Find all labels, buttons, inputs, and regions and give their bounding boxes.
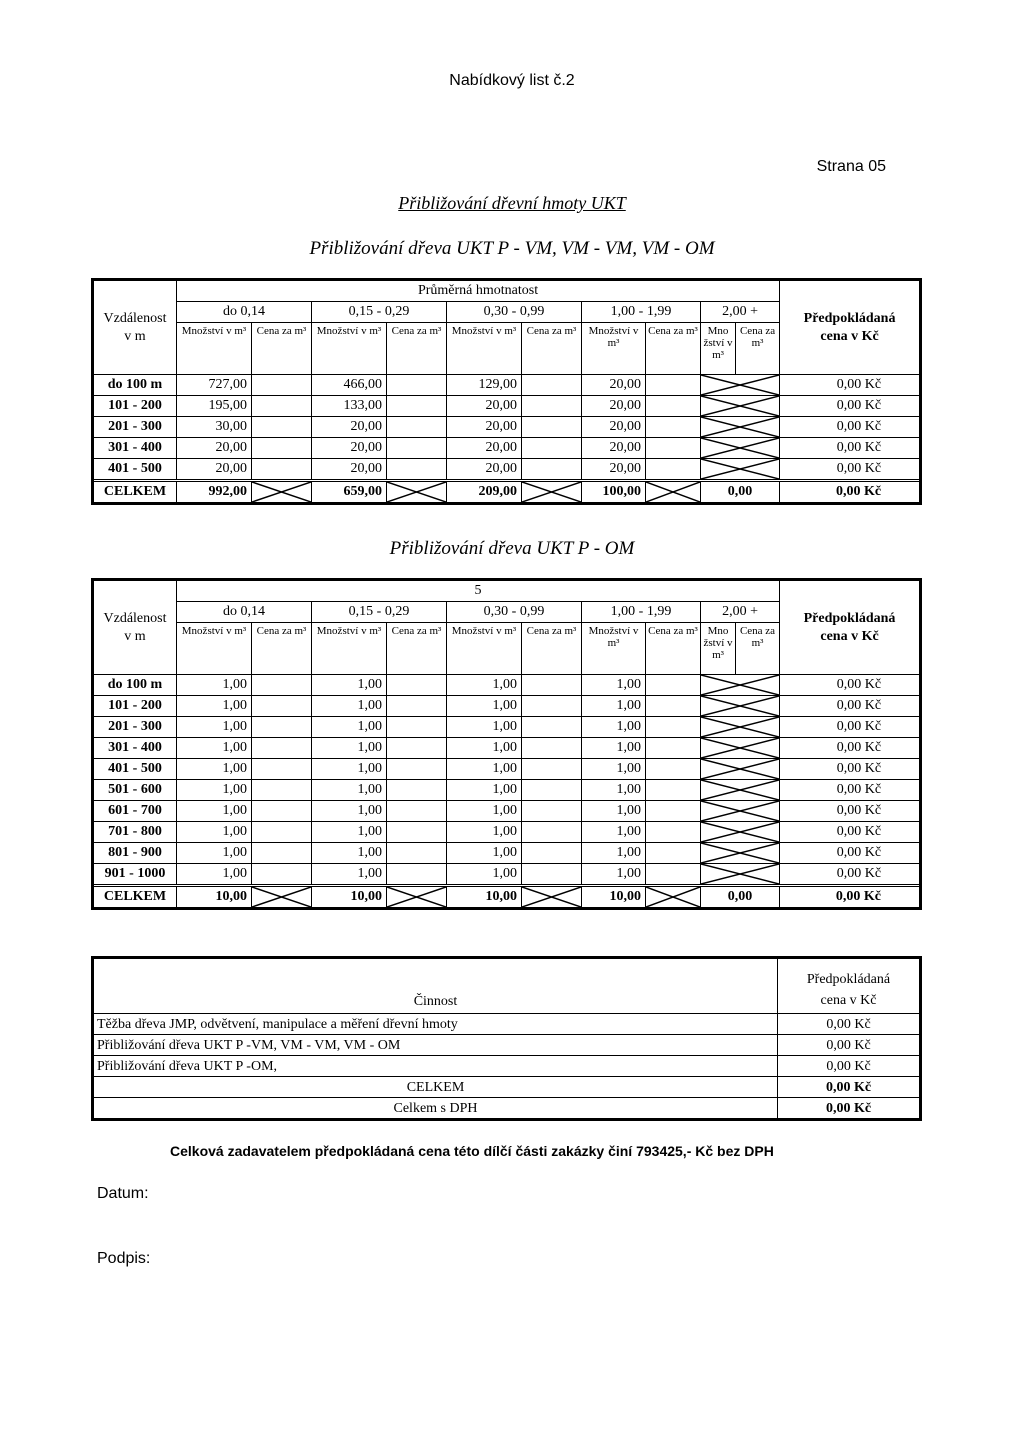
price-cell bbox=[387, 438, 447, 459]
qty-range-4: 1,00 bbox=[582, 801, 646, 822]
cross-out-icon bbox=[701, 717, 779, 737]
qty-range-4: 1,00 bbox=[582, 864, 646, 886]
cross-out-icon bbox=[252, 887, 311, 907]
date-label: Datum: bbox=[97, 1185, 149, 1202]
qty-range-3: 1,00 bbox=[447, 822, 522, 843]
price-cell bbox=[387, 396, 447, 417]
price-cell bbox=[522, 375, 582, 396]
row-distance: 901 - 1000 bbox=[94, 864, 177, 886]
price-cell bbox=[387, 843, 447, 864]
row-price: 0,00 Kč bbox=[780, 759, 920, 780]
price-cell bbox=[252, 843, 312, 864]
activity-price: 0,00 Kč bbox=[778, 1056, 920, 1077]
qty-range-1: 1,00 bbox=[177, 675, 252, 696]
cross-out-icon bbox=[701, 417, 779, 437]
cross-out-icon bbox=[387, 887, 446, 907]
qty-range-1: 1,00 bbox=[177, 822, 252, 843]
price-cell bbox=[522, 759, 582, 780]
qty-range-3: 1,00 bbox=[447, 780, 522, 801]
qty-range-4: 1,00 bbox=[582, 843, 646, 864]
price-cell bbox=[522, 717, 582, 738]
cross-out-icon bbox=[522, 482, 581, 502]
price-cell bbox=[646, 438, 701, 459]
qty-range-2: 466,00 bbox=[312, 375, 387, 396]
price-cell bbox=[252, 675, 312, 696]
table-hauling-vm-om bbox=[93, 280, 920, 503]
qty-range-1: 1,00 bbox=[177, 696, 252, 717]
price-cell bbox=[522, 864, 582, 886]
crossed-cell bbox=[252, 481, 312, 503]
qty-range-2: 20,00 bbox=[312, 459, 387, 481]
sub-price-narrow: Cena za m³ bbox=[736, 623, 780, 675]
sub-price: Cena za m³ bbox=[646, 323, 701, 375]
crossed-cell bbox=[701, 696, 780, 717]
qty-range-3: 129,00 bbox=[447, 375, 522, 396]
price-cell bbox=[522, 780, 582, 801]
total-qty-2: 10,00 bbox=[312, 886, 387, 908]
group-header: Průměrná hmotnatost bbox=[177, 281, 780, 302]
row-price: 0,00 Kč bbox=[780, 696, 920, 717]
header-price-line2: cena v Kč bbox=[820, 628, 879, 644]
table-row bbox=[94, 759, 920, 780]
header-distance-line1: Vzdálenost bbox=[103, 310, 167, 326]
table-row bbox=[94, 375, 920, 396]
total-qty-5: 0,00 bbox=[701, 886, 780, 908]
qty-range-3: 1,00 bbox=[447, 843, 522, 864]
qty-range-4: 20,00 bbox=[582, 459, 646, 481]
row-distance: 301 - 400 bbox=[94, 438, 177, 459]
crossed-cell bbox=[252, 886, 312, 908]
qty-range-1: 1,00 bbox=[177, 780, 252, 801]
crossed-cell bbox=[387, 886, 447, 908]
price-cell bbox=[646, 759, 701, 780]
section-title-2: Přibližování dřeva UKT P - OM bbox=[389, 538, 635, 559]
cross-out-icon bbox=[701, 843, 779, 863]
total-price: 0,00 Kč bbox=[780, 481, 920, 503]
crossed-cell bbox=[387, 481, 447, 503]
sub-price: Cena za m³ bbox=[387, 323, 447, 375]
qty-range-4: 1,00 bbox=[582, 780, 646, 801]
main-title: Přibližování dřevní hmoty UKT bbox=[398, 193, 626, 213]
crossed-cell bbox=[646, 886, 701, 908]
table-row bbox=[94, 801, 920, 822]
header-activity: Činnost bbox=[94, 959, 778, 1014]
total-qty-3: 209,00 bbox=[447, 481, 522, 503]
qty-range-2: 1,00 bbox=[312, 780, 387, 801]
row-distance: 601 - 700 bbox=[94, 801, 177, 822]
price-cell bbox=[646, 717, 701, 738]
range-4: 1,00 - 1,99 bbox=[582, 602, 701, 623]
activity-row bbox=[94, 1014, 920, 1035]
row-price: 0,00 Kč bbox=[780, 396, 920, 417]
price-cell bbox=[252, 759, 312, 780]
header-distance bbox=[94, 581, 177, 675]
row-price: 0,00 Kč bbox=[780, 459, 920, 481]
sub-price: Cena za m³ bbox=[387, 623, 447, 675]
price-cell bbox=[387, 801, 447, 822]
row-distance: 101 - 200 bbox=[94, 696, 177, 717]
qty-range-3: 20,00 bbox=[447, 459, 522, 481]
qty-range-1: 1,00 bbox=[177, 801, 252, 822]
activity-total-vat-price: 0,00 Kč bbox=[778, 1098, 920, 1119]
cross-out-icon bbox=[701, 459, 779, 479]
table-row bbox=[94, 675, 920, 696]
header-activity-price bbox=[778, 959, 920, 1014]
row-distance: 201 - 300 bbox=[94, 717, 177, 738]
qty-range-1: 20,00 bbox=[177, 459, 252, 481]
range-1: do 0,14 bbox=[177, 302, 312, 323]
crossed-cell bbox=[522, 481, 582, 503]
activity-row bbox=[94, 1056, 920, 1077]
sub-qty: Množství v m³ bbox=[582, 323, 646, 375]
qty-range-1: 1,00 bbox=[177, 717, 252, 738]
qty-range-3: 1,00 bbox=[447, 738, 522, 759]
header-price bbox=[780, 581, 920, 675]
price-cell bbox=[522, 438, 582, 459]
total-qty-2: 659,00 bbox=[312, 481, 387, 503]
sub-qty: Množství v m³ bbox=[177, 323, 252, 375]
crossed-cell bbox=[701, 843, 780, 864]
qty-range-3: 20,00 bbox=[447, 438, 522, 459]
qty-range-2: 1,00 bbox=[312, 864, 387, 886]
row-price: 0,00 Kč bbox=[780, 738, 920, 759]
crossed-cell bbox=[701, 759, 780, 780]
sub-price: Cena za m³ bbox=[252, 323, 312, 375]
price-cell bbox=[646, 375, 701, 396]
table-row bbox=[94, 438, 920, 459]
price-cell bbox=[252, 696, 312, 717]
price-cell bbox=[646, 675, 701, 696]
price-cell bbox=[387, 696, 447, 717]
header-price-line1: Předpokládaná bbox=[803, 310, 896, 326]
activity-total-label: CELKEM bbox=[94, 1077, 778, 1098]
crossed-cell bbox=[701, 780, 780, 801]
qty-range-2: 1,00 bbox=[312, 759, 387, 780]
qty-range-4: 1,00 bbox=[582, 675, 646, 696]
qty-range-2: 20,00 bbox=[312, 438, 387, 459]
row-price: 0,00 Kč bbox=[780, 801, 920, 822]
crossed-cell bbox=[701, 738, 780, 759]
price-cell bbox=[646, 843, 701, 864]
sub-price-narrow: Cena za m³ bbox=[736, 323, 780, 375]
price-cell bbox=[522, 801, 582, 822]
qty-range-3: 1,00 bbox=[447, 717, 522, 738]
price-cell bbox=[646, 738, 701, 759]
table-row bbox=[94, 864, 920, 886]
price-cell bbox=[387, 459, 447, 481]
cross-out-icon bbox=[701, 738, 779, 758]
qty-range-1: 727,00 bbox=[177, 375, 252, 396]
header-distance-line2: v m bbox=[124, 328, 146, 344]
total-qty-4: 10,00 bbox=[582, 886, 646, 908]
total-label: CELKEM bbox=[94, 886, 177, 908]
sub-price: Cena za m³ bbox=[522, 623, 582, 675]
page-number: Strana 05 bbox=[816, 158, 886, 175]
qty-range-1: 1,00 bbox=[177, 759, 252, 780]
total-qty-1: 10,00 bbox=[177, 886, 252, 908]
price-cell bbox=[646, 459, 701, 481]
row-distance: 501 - 600 bbox=[94, 780, 177, 801]
price-cell bbox=[646, 696, 701, 717]
price-cell bbox=[252, 822, 312, 843]
sub-qty: Množství v m³ bbox=[312, 623, 387, 675]
price-cell bbox=[522, 822, 582, 843]
table-row bbox=[94, 822, 920, 843]
activity-total-vat-label: Celkem s DPH bbox=[94, 1098, 778, 1119]
qty-range-3: 20,00 bbox=[447, 417, 522, 438]
row-price: 0,00 Kč bbox=[780, 417, 920, 438]
table-row bbox=[94, 780, 920, 801]
crossed-cell bbox=[701, 717, 780, 738]
qty-range-4: 20,00 bbox=[582, 375, 646, 396]
range-5: 2,00 + bbox=[701, 302, 780, 323]
header-distance-line2: v m bbox=[124, 628, 146, 644]
row-distance: 701 - 800 bbox=[94, 822, 177, 843]
total-qty-3: 10,00 bbox=[447, 886, 522, 908]
table-row bbox=[94, 738, 920, 759]
price-cell bbox=[252, 801, 312, 822]
qty-range-1: 195,00 bbox=[177, 396, 252, 417]
cross-out-icon bbox=[701, 696, 779, 716]
qty-range-4: 1,00 bbox=[582, 822, 646, 843]
qty-range-3: 1,00 bbox=[447, 801, 522, 822]
signature-label: Podpis: bbox=[97, 1250, 151, 1267]
row-price: 0,00 Kč bbox=[780, 438, 920, 459]
price-cell bbox=[522, 417, 582, 438]
qty-range-4: 1,00 bbox=[582, 759, 646, 780]
row-distance: do 100 m bbox=[94, 675, 177, 696]
crossed-cell bbox=[701, 864, 780, 886]
table-row bbox=[94, 717, 920, 738]
crossed-cell bbox=[701, 375, 780, 396]
row-price: 0,00 Kč bbox=[780, 675, 920, 696]
row-price: 0,00 Kč bbox=[780, 375, 920, 396]
qty-range-1: 1,00 bbox=[177, 864, 252, 886]
sub-qty: Množství v m³ bbox=[447, 323, 522, 375]
qty-range-1: 20,00 bbox=[177, 438, 252, 459]
document-header: Nabídkový list č.2 bbox=[449, 72, 575, 89]
row-price: 0,00 Kč bbox=[780, 843, 920, 864]
qty-range-4: 1,00 bbox=[582, 717, 646, 738]
price-cell bbox=[522, 696, 582, 717]
price-cell bbox=[387, 417, 447, 438]
crossed-cell bbox=[701, 396, 780, 417]
price-cell bbox=[252, 417, 312, 438]
qty-range-4: 20,00 bbox=[582, 417, 646, 438]
price-cell bbox=[387, 675, 447, 696]
price-cell bbox=[387, 717, 447, 738]
price-cell bbox=[252, 396, 312, 417]
qty-range-3: 20,00 bbox=[447, 396, 522, 417]
table-row bbox=[94, 417, 920, 438]
row-distance: do 100 m bbox=[94, 375, 177, 396]
price-cell bbox=[252, 438, 312, 459]
qty-range-2: 20,00 bbox=[312, 417, 387, 438]
cross-out-icon bbox=[701, 675, 779, 695]
qty-range-2: 1,00 bbox=[312, 843, 387, 864]
header-activity-price-line1: Předpokládaná bbox=[806, 972, 891, 987]
price-cell bbox=[646, 780, 701, 801]
header-distance-line1: Vzdálenost bbox=[103, 610, 167, 626]
crossed-cell bbox=[701, 801, 780, 822]
table-hauling-p-om bbox=[93, 580, 920, 908]
price-cell bbox=[646, 864, 701, 886]
section-title-1: Přibližování dřeva UKT P - VM, VM - VM, VM - OM bbox=[309, 238, 715, 259]
price-cell bbox=[387, 864, 447, 886]
sub-price: Cena za m³ bbox=[522, 323, 582, 375]
cross-out-icon bbox=[701, 822, 779, 842]
qty-range-2: 1,00 bbox=[312, 717, 387, 738]
total-row bbox=[94, 886, 920, 908]
header-activity-price-line2: cena v Kč bbox=[820, 993, 877, 1008]
range-5: 2,00 + bbox=[701, 602, 780, 623]
price-cell bbox=[252, 780, 312, 801]
qty-range-2: 1,00 bbox=[312, 675, 387, 696]
row-distance: 201 - 300 bbox=[94, 417, 177, 438]
sub-price: Cena za m³ bbox=[646, 623, 701, 675]
cross-out-icon bbox=[701, 396, 779, 416]
crossed-cell bbox=[701, 675, 780, 696]
price-cell bbox=[646, 396, 701, 417]
price-cell bbox=[387, 780, 447, 801]
activity-label: Těžba dřeva JMP, odvětvení, manipulace a měření dřevní hmoty bbox=[94, 1014, 778, 1035]
crossed-cell bbox=[646, 481, 701, 503]
header-price bbox=[780, 281, 920, 375]
total-row bbox=[94, 481, 920, 503]
row-price: 0,00 Kč bbox=[780, 864, 920, 886]
price-cell bbox=[387, 375, 447, 396]
cross-out-icon bbox=[522, 887, 581, 907]
qty-range-1: 1,00 bbox=[177, 738, 252, 759]
header-price-line1: Předpokládaná bbox=[803, 610, 896, 626]
table-row bbox=[94, 696, 920, 717]
price-cell bbox=[522, 675, 582, 696]
range-4: 1,00 - 1,99 bbox=[582, 302, 701, 323]
qty-range-1: 30,00 bbox=[177, 417, 252, 438]
sub-qty-narrow: Mno žství v m³ bbox=[701, 623, 736, 675]
price-cell bbox=[252, 459, 312, 481]
price-cell bbox=[387, 822, 447, 843]
header-price-line2: cena v Kč bbox=[820, 328, 879, 344]
qty-range-2: 1,00 bbox=[312, 822, 387, 843]
cross-out-icon bbox=[701, 438, 779, 458]
cross-out-icon bbox=[646, 482, 700, 502]
price-cell bbox=[646, 417, 701, 438]
table-row bbox=[94, 459, 920, 481]
total-label: CELKEM bbox=[94, 481, 177, 503]
price-note: Celková zadavatelem předpokládaná cena této dílčí části zakázky činí 793425,- Kč bez DPH bbox=[170, 1143, 774, 1159]
group-header: 5 bbox=[177, 581, 780, 602]
activity-total-price: 0,00 Kč bbox=[778, 1077, 920, 1098]
sub-qty: Množství v m³ bbox=[447, 623, 522, 675]
price-cell bbox=[522, 738, 582, 759]
qty-range-4: 20,00 bbox=[582, 438, 646, 459]
total-price: 0,00 Kč bbox=[780, 886, 920, 908]
price-cell bbox=[522, 396, 582, 417]
range-3: 0,30 - 0,99 bbox=[447, 302, 582, 323]
table-row bbox=[94, 843, 920, 864]
qty-range-3: 1,00 bbox=[447, 759, 522, 780]
table-row bbox=[94, 396, 920, 417]
qty-range-3: 1,00 bbox=[447, 675, 522, 696]
sub-qty-narrow: Mno žství v m³ bbox=[701, 323, 736, 375]
activity-row bbox=[94, 1035, 920, 1056]
activity-label: Přibližování dřeva UKT P -VM, VM - VM, VM - OM bbox=[94, 1035, 778, 1056]
total-qty-1: 992,00 bbox=[177, 481, 252, 503]
row-distance: 401 - 500 bbox=[94, 459, 177, 481]
row-distance: 301 - 400 bbox=[94, 738, 177, 759]
qty-range-4: 20,00 bbox=[582, 396, 646, 417]
row-price: 0,00 Kč bbox=[780, 717, 920, 738]
price-cell bbox=[252, 738, 312, 759]
activity-label: Přibližování dřeva UKT P -OM, bbox=[94, 1056, 778, 1077]
header-distance bbox=[94, 281, 177, 375]
qty-range-2: 1,00 bbox=[312, 696, 387, 717]
row-distance: 801 - 900 bbox=[94, 843, 177, 864]
cross-out-icon bbox=[701, 780, 779, 800]
price-cell bbox=[387, 738, 447, 759]
qty-range-1: 1,00 bbox=[177, 843, 252, 864]
price-cell bbox=[646, 822, 701, 843]
row-distance: 401 - 500 bbox=[94, 759, 177, 780]
price-cell bbox=[387, 759, 447, 780]
price-cell bbox=[252, 375, 312, 396]
row-price: 0,00 Kč bbox=[780, 822, 920, 843]
range-3: 0,30 - 0,99 bbox=[447, 602, 582, 623]
range-2: 0,15 - 0,29 bbox=[312, 302, 447, 323]
table-activity-summary bbox=[93, 958, 920, 1119]
range-2: 0,15 - 0,29 bbox=[312, 602, 447, 623]
cross-out-icon bbox=[387, 482, 446, 502]
qty-range-2: 1,00 bbox=[312, 738, 387, 759]
qty-range-2: 1,00 bbox=[312, 801, 387, 822]
crossed-cell bbox=[701, 459, 780, 481]
qty-range-4: 1,00 bbox=[582, 738, 646, 759]
price-cell bbox=[646, 801, 701, 822]
crossed-cell bbox=[701, 822, 780, 843]
crossed-cell bbox=[522, 886, 582, 908]
cross-out-icon bbox=[701, 759, 779, 779]
range-1: do 0,14 bbox=[177, 602, 312, 623]
price-cell bbox=[252, 864, 312, 886]
cross-out-icon bbox=[701, 375, 779, 395]
qty-range-2: 133,00 bbox=[312, 396, 387, 417]
price-cell bbox=[252, 717, 312, 738]
total-qty-5: 0,00 bbox=[701, 481, 780, 503]
crossed-cell bbox=[701, 417, 780, 438]
qty-range-3: 1,00 bbox=[447, 696, 522, 717]
sub-qty: Množství v m³ bbox=[177, 623, 252, 675]
sub-qty: Množství v m³ bbox=[582, 623, 646, 675]
cross-out-icon bbox=[701, 801, 779, 821]
cross-out-icon bbox=[646, 887, 700, 907]
price-cell bbox=[522, 459, 582, 481]
cross-out-icon bbox=[252, 482, 311, 502]
crossed-cell bbox=[701, 438, 780, 459]
row-distance: 101 - 200 bbox=[94, 396, 177, 417]
total-qty-4: 100,00 bbox=[582, 481, 646, 503]
cross-out-icon bbox=[701, 864, 779, 884]
price-cell bbox=[522, 843, 582, 864]
sub-price: Cena za m³ bbox=[252, 623, 312, 675]
activity-price: 0,00 Kč bbox=[778, 1035, 920, 1056]
qty-range-4: 1,00 bbox=[582, 696, 646, 717]
sub-qty: Množství v m³ bbox=[312, 323, 387, 375]
row-price: 0,00 Kč bbox=[780, 780, 920, 801]
activity-price: 0,00 Kč bbox=[778, 1014, 920, 1035]
qty-range-3: 1,00 bbox=[447, 864, 522, 886]
